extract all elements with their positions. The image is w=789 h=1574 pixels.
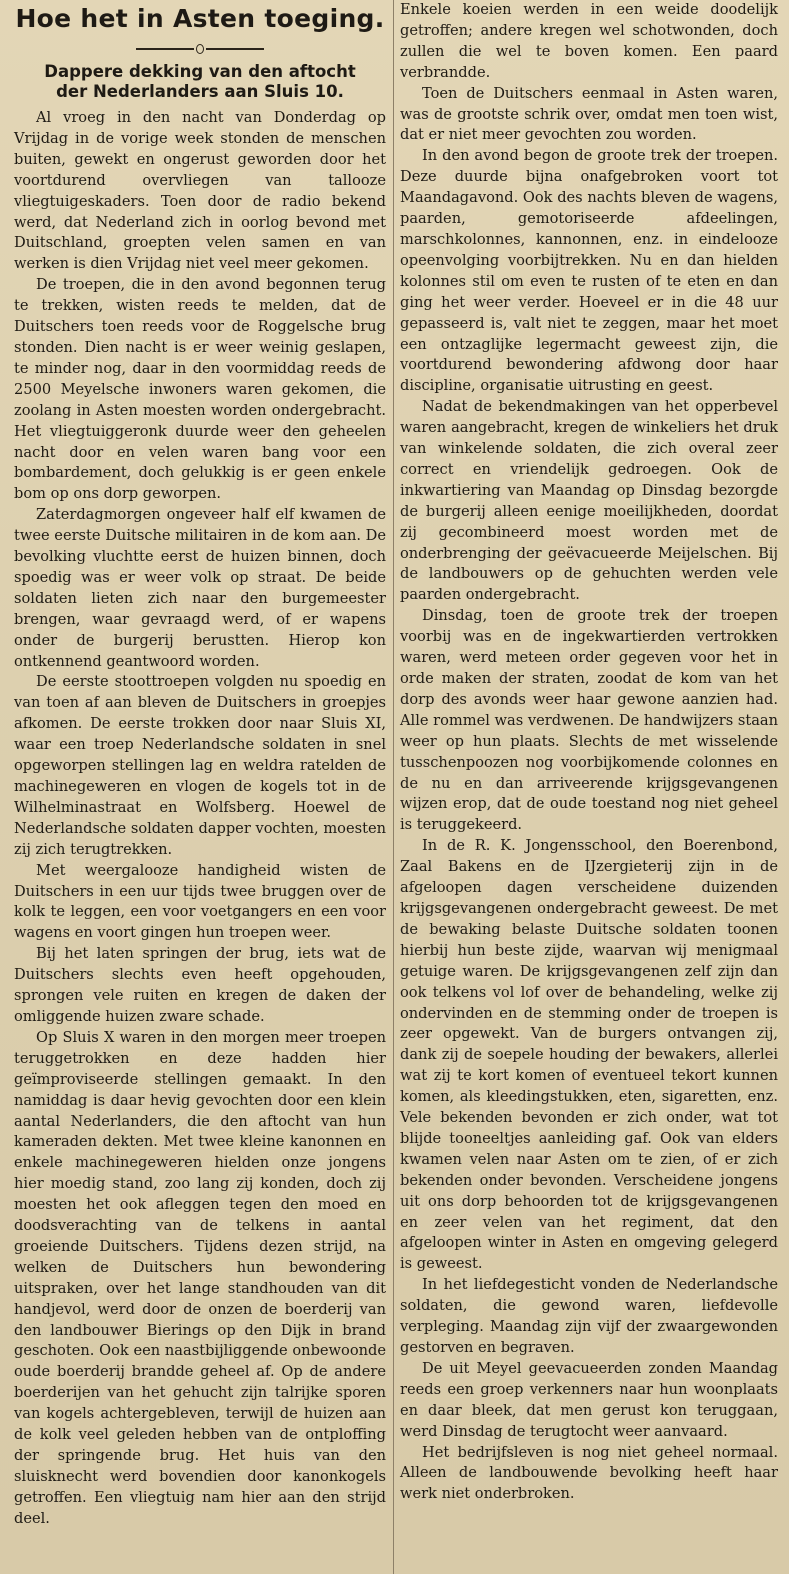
paragraph-right-2: In den avond begon de groote trek der troepen. Deze duurde bijna onafgebroken voort tot Maandagavond. Ook des nachts bleven de wagens, paarden, gemotoriseerde afdeelingen, marschkolonnes, kannonnen, enz. in eindelooze opeenvolging voorbijtrekken. Nu en dan hielden kolonnes stil om even te rusten of te eten en dan ging het weer verder. Hoeveel er in die 48 uur gepasseerd is, valt niet te zeggen, maar het moet een ontzaglijke legermacht geweest zijn, die voortdurend bewondering afdwong door haar discipline, organisatie uitrusting en geest. (400, 147, 778, 395)
paragraph-left-5: Met weergalooze handigheid wisten de Duitschers in een uur tijds twee bruggen over de kolk te leggen, een voor voetgangers en een voor wagens en voort gingen hun troepen weer. (14, 861, 386, 942)
paragraph-right-3: Nadat de bekendmakingen van het opperbevel waren aangebracht, kregen de winkeliers het druk van winkelende soldaten, die zich overal zeer correct en vriendelijk gedroegen. Ook de inkwartiering van Maandag op Dinsdag bezorgde de burgerij alleen eenige moeilijkheden, doordat zij gecombineerd moest worden met de onderbrenging der geëvacueerde Meijelschen. Bij de landbouwers op de gehuchten werden vele paarden ondergebracht. (400, 398, 778, 604)
paragraph-right-7: De uit Meyel geevacueerden zonden Maandag reeds een groep verkenners naar hun woonplaats en daar bleek, dat men gerust kon teruggaan, werd Dinsdag de terugtocht weer aanvaard. (400, 1359, 778, 1440)
paragraph-left-6: Bij het laten springen der brug, iets wat de Duitschers slechts even heeft opgehouden, sprongen vele ruiten en kregen de daken der omliggende huizen zware schade. (14, 945, 386, 1025)
paragraph-left-2: De troepen, die in den avond begonnen terug te trekken, wisten reeds te melden, dat de Duitschers toen reeds voor de Roggelsche brug stonden. Dien nacht is er weer weinig geslapen, te minder nog, daar in den voormiddag reeds de 2500 Meyelsche inwoners waren gekomen, die zoolang in Asten moesten worden ondergebracht. Het vliegtuiggeronk duurde weer den geheelen nacht door en velen waren bang voor een bombardement, doch gelukkig is er geen enkele bom op ons dorp geworpen. (14, 276, 386, 503)
left-column (14, 0, 386, 1530)
paragraph-right-4: Dinsdag, toen de groote trek der troepen voorbij was en de ingekwartierden vertrokken waren, werd meteen order gegeven voor het in orde maken der straten, zoodat de kom van het dorp des avonds weer haar gewone aanzien had. Alle rommel was verdwenen. De handwijzers staan weer op hun plaats. Slechts de met wisselende tusschenpoozen nog voorbijkomende colonnes en de nu en dan arriveerende krijgsgevangenen wijzen erop, dat de oude toestand nog niet geheel is teruggekeerd. (400, 607, 778, 834)
article-subheadline (14, 62, 386, 102)
paragraph-right-6: In het liefdegesticht vonden de Nederlandsche soldaten, die gewond waren, liefdevolle verpleging. Maandag zijn vijf der zwaargewonden gestorven en begraven. (400, 1276, 778, 1356)
paragraph-left-7: Op Sluis X waren in den morgen meer troepen teruggetrokken en deze hadden hier geïmproviseerde stellingen gemaakt. In den namiddag is daar hevig gevochten door een klein aantal Nederlanders, die den aftocht van hun kameraden dekten. Met twee kleine kanonnen en enkele machinegeweren hielden onze jongens hier moedig stand, zoo lang zij konden, doch zij moesten het ook afleggen tegen den moed en doodsverachting van de telkens in aantal groeiende Duitschers. Tijdens dezen strijd, na welken de Duitschers hun bewondering uitspraken, over het lange standhouden van dit handjevol, werd door de onzen de boerderij van den landbouwer Bierings op den Dijk in brand geschoten. Ook een naastbijliggende onbewoonde oude boerderij brandde geheel af. Op de andere boerderijen van het gehucht zijn talrijke sporen van kogels achtergebleven, terwijl de huizen aan de kolk veel geleden hebben van de ontploffing der springende brug. Het huis van den sluisknecht werd bovendien door kanonkogels getroffen. Een vliegtuig nam hier aan den strijd deel. (14, 1028, 386, 1527)
paragraph-right-8: Het bedrijfsleven is nog niet geheel normaal. Alleen de landbouwende bevolking heeft haar werk niet onderbroken. (400, 1443, 778, 1503)
paragraph-right-1: Toen de Duitschers eenmaal in Asten waren, was de grootste schrik over, omdat men toen wist, dat er niet meer gevochten zou worden. (400, 84, 778, 144)
subheadline-line-1: Dappere dekking van den aftocht (44, 62, 356, 81)
headline-ornament (14, 40, 386, 58)
ornament-line-left (136, 48, 194, 50)
column-divider (393, 0, 394, 1574)
article-headline: Hoe het in Asten toeging. (15, 4, 385, 33)
ornament-circle (196, 44, 204, 54)
paragraph-left-1: Al vroeg in den nacht van Donderdag op Vrijdag in de vorige week stonden de menschen buiten, gewekt en ongerust geworden door het voortdurend overvliegen van tallooze vliegtuigeskaders. Toen door de radio bekend werd, dat Nederland zich in oorlog bevond met Duitschland, groepten velen samen en van werken is dien Vrijdag niet veel meer gekomen. (14, 109, 386, 273)
paragraph-left-3: Zaterdagmorgen ongeveer half elf kwamen de twee eerste Duitsche militairen in de kom aan. De bevolking vluchtte eerst de huizen binnen, doch spoedig was er weer volk op straat. De beide soldaten lieten zich naar den burgemeester brengen, waar gevraagd werd, of er wapens onder de burgerij berustten. Hierop kon ontkennend geantwoord worden. (14, 506, 386, 670)
paragraph-right-continuation: Enkele koeien werden in een weide doodelijk getroffen; andere kregen wel schotwonden, doch zullen die wel te boven komen. Een paard verbrandde. (400, 1, 778, 81)
paragraph-left-4: De eerste stoottroepen volgden nu spoedig en van toen af aan bleven de Duitschers in groepjes afkomen. De eerste trokken door naar Sluis XI, waar een troep Nederlandsche soldaten in snel opgeworpen stellingen lag en weldra ratelden de machinegeweren en vlogen de kogels tot in de Wilhelminastraat en Wolfsberg. Hoewel de Nederlandsche soldaten dapper vochten, moesten zij zich terugtrekken. (14, 673, 386, 858)
ornament-line-right (206, 48, 264, 50)
right-column (400, 0, 778, 1505)
paragraph-right-5: In de R. K. Jongensschool, den Boerenbond, Zaal Bakens en de IJzergieterij zijn in de afgeloopen dagen verscheidene duizenden krijgsgevangenen ondergebracht geweest. De met de bewaking belaste Duitsche soldaten toonen hierbij hun beste zijde, waarvan wij menigmaal getuige waren. De krijgsgevangenen zelf zijn dan ook telkens vol lof over de behandeling, welke zij ondervinden en de stemming onder de troepen is zeer opgewekt. Van de burgers ontvangen zij, dank zij de soepele houding der bewakers, allerlei wat zij te kort komen of eventueel tekort kunnen komen, als kleedingstukken, eten, sigaretten, enz. Vele bekenden bevonden er zich onder, wat tot blijde tooneeltjes aanleiding gaf. Ook van elders kwamen velen naar Asten om te zien, of er zich bekenden onder bevonden. Verscheidene jongens uit ons dorp behoorden tot de krijgsgevangenen en zeer velen van het regiment, dat den afgeloopen winter in Asten en omgeving gelegerd is geweest. (400, 837, 778, 1273)
subheadline-line-2: der Nederlanders aan Sluis 10. (56, 82, 344, 101)
